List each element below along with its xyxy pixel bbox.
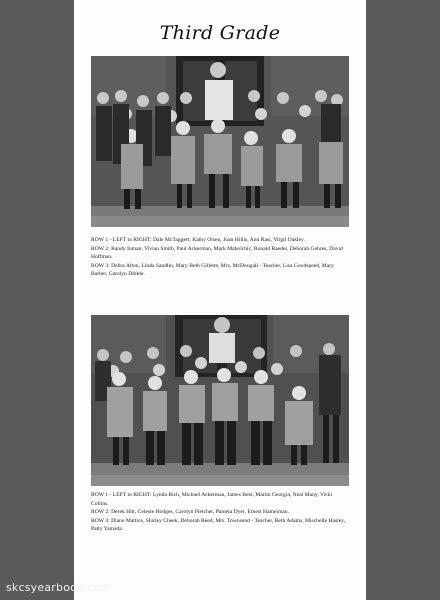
site-watermark: skcsyearbook.com — [6, 581, 112, 594]
page-title: Third Grade — [159, 22, 281, 44]
caption-row-3: ROW 3: Diane Mattice, Shirley Cheek, Deborah Reed, Mrs. Townsend - Teacher, Beth Adams, Mischelle Hasley, Patty Yamada. — [91, 517, 346, 533]
caption-row-1: ROW 1 - LEFT to RIGHT: Lynda Rich, Michael Ackerman, James Betz, Martin Georgia, Neal Many, Vicki Collins. — [91, 492, 333, 507]
caption-row-1: ROW 1 - LEFT to RIGHT: Dale McTaggert, Kathy Olsen, Joan Hillis, Ann Rasi, Virgil Oakley. — [91, 237, 305, 243]
caption-row-2: ROW 2: Derek Hitt, Celeste Hodges, Carolyn Fletcher, Pamela Dyer, Ernest Hameiman. — [91, 509, 289, 516]
caption-row-2: ROW 2: Randy Inman, Vivian Smith, Paul Ackerman, Mark Maholchic, Ronald Raeder, Deborah Gehres, David Hoffman. — [91, 245, 343, 261]
class-photo-2-image — [91, 315, 349, 486]
class-photo-1 — [91, 56, 349, 227]
photo-1-caption — [91, 236, 351, 279]
photo-2-caption — [91, 491, 351, 534]
yearbook-page — [74, 0, 366, 600]
class-photo-1-image — [91, 56, 349, 227]
class-photo-2 — [91, 315, 349, 486]
caption-row-3: ROW 3: Debra Alton, Linda Sandlin, Mary Beth Gillette, Mrs. McDougall - Teacher, Lisa Goodspeed, Mary Barber, Carolyn Dibble. — [91, 262, 334, 278]
